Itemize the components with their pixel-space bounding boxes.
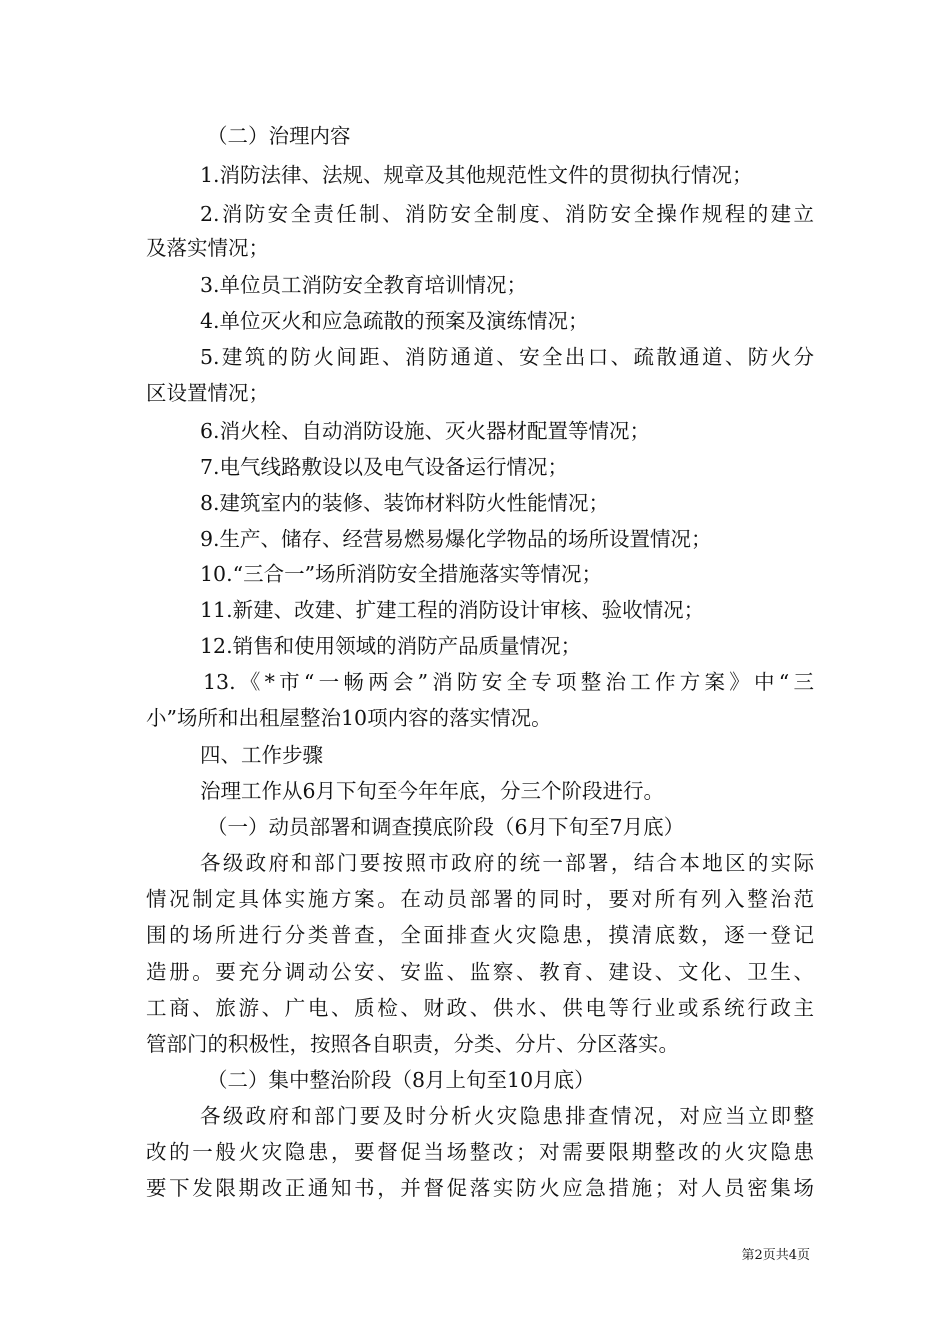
list-item: 3.单位员工消防安全教育培训情况； bbox=[200, 273, 528, 297]
paragraph-line: 工商、旅游、广电、质检、财政、供水、供电等行业或系统行政主 bbox=[146, 996, 814, 1020]
paragraph-line: 各级政府和部门要按照市政府的统一部署，结合本地区的实际 bbox=[200, 851, 814, 875]
list-item-continuation: 小”场所和出租屋整治10项内容的落实情况。 bbox=[146, 706, 552, 730]
list-item-continuation: 及落实情况； bbox=[146, 236, 269, 260]
list-item: 11.新建、改建、扩建工程的消防设计审核、验收情况； bbox=[200, 598, 705, 622]
list-item: 7.电气线路敷设以及电气设备运行情况； bbox=[200, 455, 569, 479]
list-item: 4.单位灭火和应急疏散的预案及演练情况； bbox=[200, 309, 589, 333]
paragraph-line: 管部门的积极性，按照各自职责，分类、分片、分区落实。 bbox=[146, 1032, 679, 1056]
subsection-heading: （一）动员部署和调查摸底阶段（6月下旬至7月底） bbox=[207, 815, 685, 839]
list-item: 8.建筑室内的装修、装饰材料防火性能情况； bbox=[200, 491, 610, 515]
list-item: 6.消火栓、自动消防设施、灭火器材配置等情况； bbox=[200, 419, 651, 443]
list-item: 10.“三合一”场所消防安全措施落实等情况； bbox=[200, 562, 603, 586]
section-heading: 四、工作步骤 bbox=[200, 743, 323, 767]
paragraph-line: 情况制定具体实施方案。在动员部署的同时，要对所有列入整治范 bbox=[146, 887, 814, 911]
list-item: 12.销售和使用领域的消防产品质量情况； bbox=[200, 634, 582, 658]
list-item: 2.消防安全责任制、消防安全制度、消防安全操作规程的建立 bbox=[200, 202, 814, 226]
section-heading: （二）治理内容 bbox=[207, 124, 351, 148]
list-item-continuation: 区设置情况； bbox=[146, 381, 269, 405]
page-number: 第2页共4页 bbox=[741, 1248, 810, 1263]
list-item: 5.建筑的防火间距、消防通道、安全出口、疏散通道、防火分 bbox=[200, 345, 814, 369]
paragraph-line: 治理工作从6月下旬至今年年底，分三个阶段进行。 bbox=[200, 779, 665, 803]
subsection-heading: （二）集中整治阶段（8月上旬至10月底） bbox=[207, 1068, 595, 1092]
paragraph-line: 要下发限期改正通知书，并督促落实防火应急措施；对人员密集场 bbox=[146, 1176, 814, 1200]
paragraph-line: 围的场所进行分类普查，全面排查火灾隐患，摸清底数，逐一登记 bbox=[146, 923, 814, 947]
list-item: 9.生产、储存、经营易燃易爆化学物品的场所设置情况； bbox=[200, 527, 712, 551]
paragraph-line: 改的一般火灾隐患，要督促当场整改；对需要限期整改的火灾隐患 bbox=[146, 1140, 814, 1164]
list-item: 13.《*市“一畅两会”消防安全专项整治工作方案》中“三 bbox=[203, 670, 814, 694]
paragraph-line: 各级政府和部门要及时分析火灾隐患排查情况，对应当立即整 bbox=[200, 1104, 814, 1128]
list-item: 1.消防法律、法规、规章及其他规范性文件的贯彻执行情况； bbox=[200, 163, 753, 187]
paragraph-line: 造册。要充分调动公安、安监、监察、教育、建设、文化、卫生、 bbox=[146, 960, 814, 984]
